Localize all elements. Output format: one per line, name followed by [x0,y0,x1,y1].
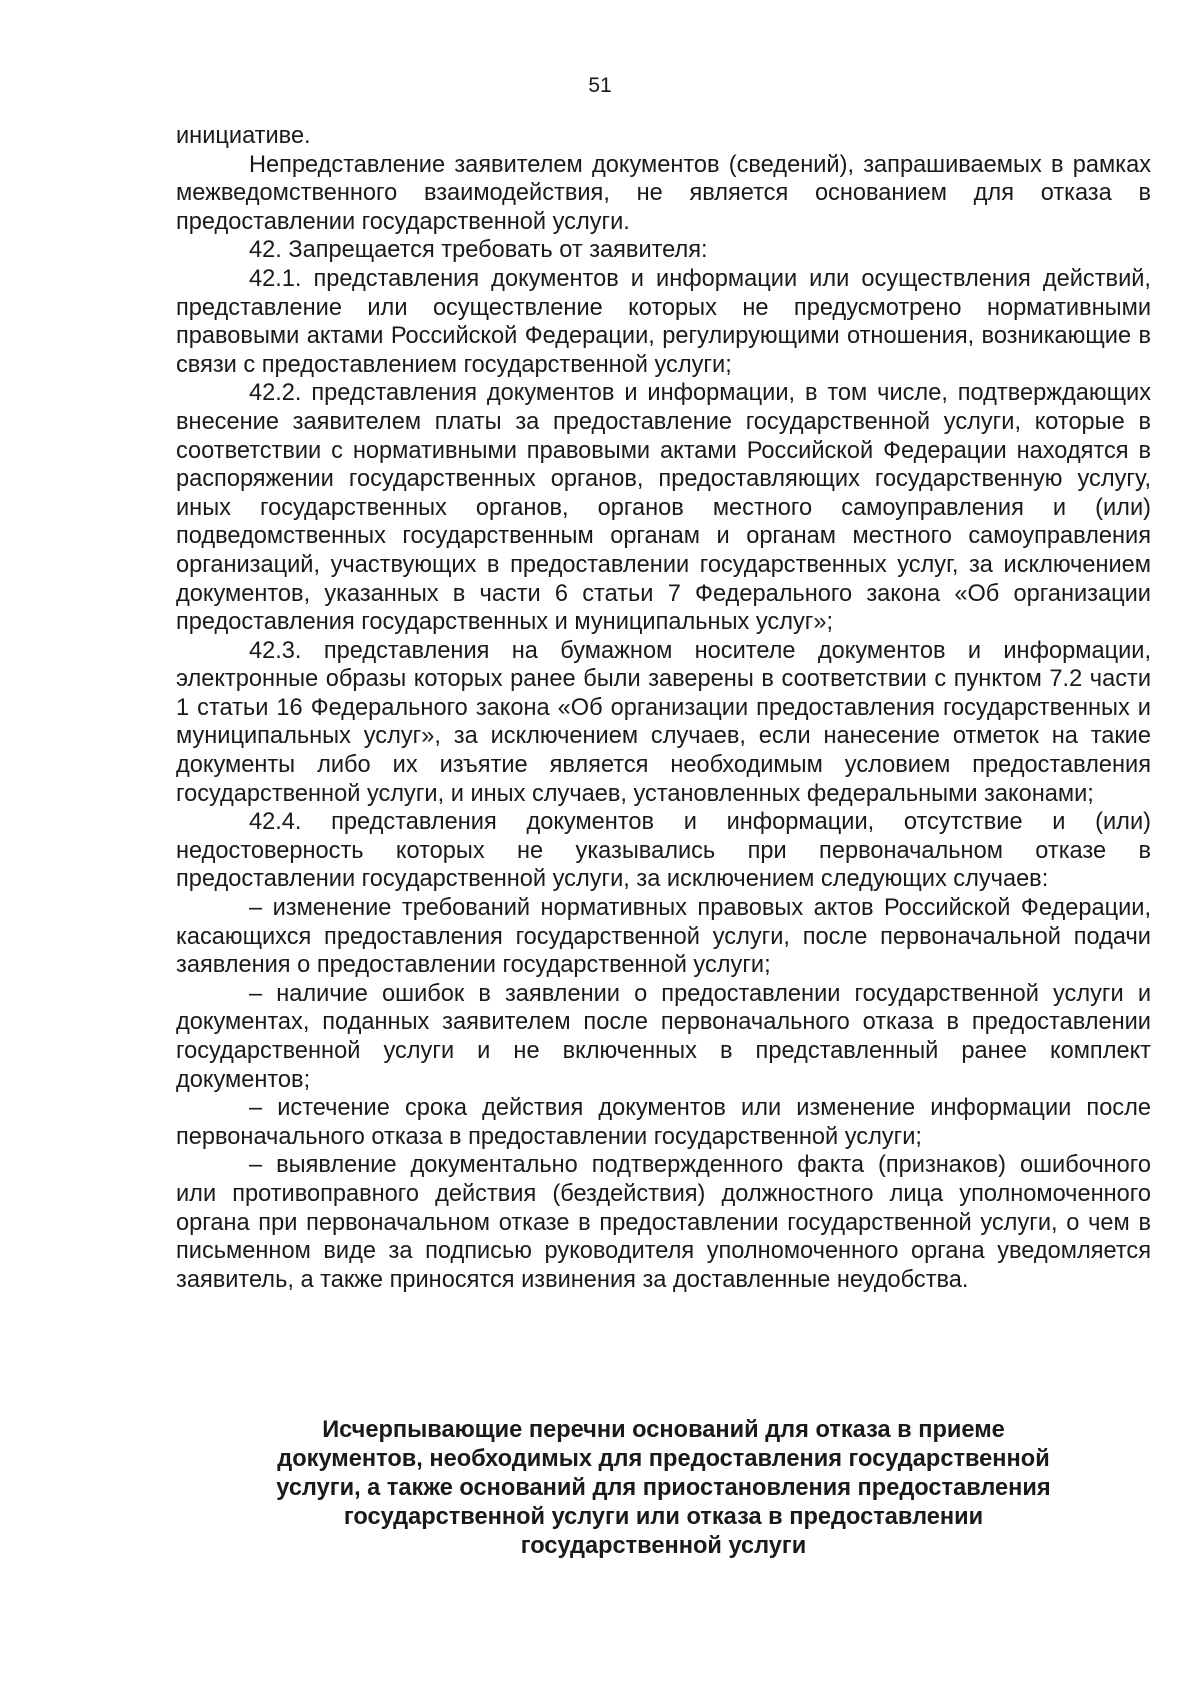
paragraph-item-42-4: 42.4. представления документов и информации, отсутствие и (или) недостоверность которых не указывались при первоначальном отказе в предоставлении государственной услуги, за исключением следующих случаев: [176,809,1151,893]
paragraph-item-42-3: 42.3. представления на бумажном носителе документов и информации, электронные образы которых ранее были заверены в соответствии с пунктом 7.2 части 1 статьи 16 Федерального закона «Об организации предоставления государственных и муниципальных услуг», за исключением случаев, если нанесение отметок на такие документы либо их изъятие является необходимым условием предоставления государственной услуги, и иных случаев, установленных федеральными законами; [176,637,1151,807]
paragraph-item-42: 42. Запрещается требовать от заявителя: [249,237,708,264]
section-heading [176,1416,1151,1561]
list-item-requirements-change: – изменение требований нормативных правовых актов Российской Федерации, касающихся предоставления государственной услуги, после первоначальной подачи заявления о предоставлении государственной услуги; [176,895,1151,979]
heading-line: государственной услуги [520,1533,807,1559]
list-item-errors-in-application: – наличие ошибок в заявлении о предоставлении государственной услуги и документах, поданных заявителем после первоначального отказа в предоставлении государственной услуги и не включенных в представленный ранее комплект документов; [176,980,1151,1093]
heading-line: государственной услуги или отказа в предоставлении [343,1504,984,1530]
paragraph-nonsubmission: Непредставление заявителем документов (сведений), запрашиваемых в рамках межведомственного взаимодействия, не является основанием для отказа в предоставлении государственной услуги. [176,151,1151,235]
paragraph-item-42-1: 42.1. представления документов и информации или осуществления действий, представление или осуществление которых не предусмотрено нормативными правовыми актами Российской Федерации, регулирующими отношения, возникающие в связи с предоставлением государственной услуги; [176,265,1151,378]
list-item-official-misconduct: – выявление документально подтвержденного факта (признаков) ошибочного или противоправного действия (бездействия) должностного лица уполномоченного органа при первоначальном отказе в предоставлении государственной услуги, о чем в письменном виде за подписью руководителя уполномоченного органа уведомляется заявитель, а также приносятся извинения за доставленные неудобства. [176,1152,1151,1293]
paragraph-item-42-2: 42.2. представления документов и информации, в том числе, подтверждающих внесение заявителем платы за предоставление государственной услуги, которые в соответствии с нормативными правовыми актами Российской Федерации находятся в распоряжении государственных органов, предоставляющих государственную услугу, иных государственных органов, органов местного самоуправления и (или) подведомственных государственным органам и органам местного самоуправления организаций, участвующих в предоставлении государственных услуг, за исключением документов, указанных в части 6 статьи 7 Федерального закона «Об организации предоставления государственных и муниципальных услуг»; [176,380,1151,636]
heading-line: Исчерпывающие перечни оснований для отказа в приеме [322,1417,1005,1443]
heading-line: услуги, а также оснований для приостановления предоставления [276,1475,1051,1501]
list-item-expiration: – истечение срока действия документов или изменение информации после первоначального отказа в предоставлении государственной услуги; [176,1095,1151,1150]
document-body [176,122,1151,1294]
heading-line: документов, необходимых для предоставления государственной [277,1446,1050,1472]
page-number: 51 [588,74,612,97]
paragraph-continuation: инициативе. [176,123,311,149]
